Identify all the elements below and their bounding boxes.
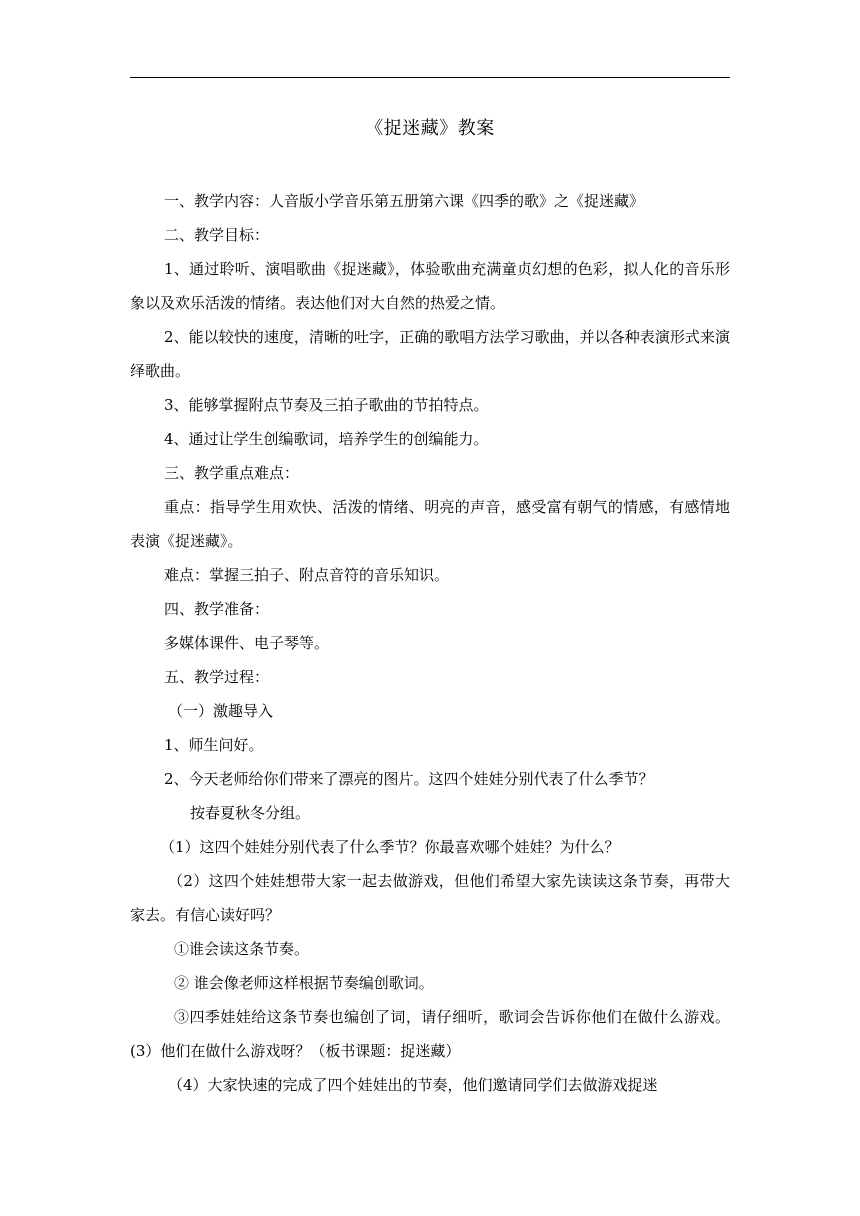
paragraph-question-1: （1）这四个娃娃分别代表了什么季节？你最喜欢哪个娃娃？为什么？: [160, 838, 620, 856]
paragraph-question-2: （2）这四个娃娃想带大家一起去做游戏，但他们希望大家先读读这条节奏，再带大家去。有信心读好吗？: [130, 872, 730, 924]
document-body: [130, 184, 730, 1102]
paragraph-objective-3: 3、能够掌握附点节奏及三拍子歌曲的节拍特点。: [164, 396, 489, 414]
paragraph-heading-preparation: 四、教学准备：: [164, 600, 270, 618]
paragraph-objective-1: 1、通过聆听、演唱歌曲《捉迷藏》，体验歌曲充满童贞幻想的色彩，拟人化的音乐形象以及欢乐活泼的情绪。表达他们对大自然的热爱之情。: [130, 260, 730, 312]
paragraph-question-4: （4）大家快速的完成了四个娃娃出的节奏，他们邀请同学们去做游戏捉迷: [168, 1076, 658, 1094]
document-title: 《捉迷藏》教案: [365, 118, 495, 139]
paragraph-key-point: 重点：指导学生用欢快、活泼的情绪、明亮的声音，感受富有朝气的情感，有感情地表演《捉迷藏》。: [130, 498, 730, 550]
paragraph-sub-3: ③四季娃娃给这条节奏也编创了词，请仔细听，歌词会告诉你他们在做什么游戏。(3）他们在做什么游戏呀？（板书课题：捉迷藏）: [130, 1008, 730, 1060]
paragraph-step-2: 2、今天老师给你们带来了漂亮的图片。这四个娃娃分别代表了什么季节？: [164, 770, 654, 788]
paragraph-objective-4: 4、通过让学生创编歌词，培养学生的创编能力。: [164, 430, 489, 448]
paragraph-preparation: 多媒体课件、电子琴等。: [164, 634, 330, 652]
header-rule: [130, 77, 730, 78]
paragraph-sub-2: ② 谁会像老师这样根据节奏编创歌词。: [174, 974, 434, 992]
paragraph-step-intro: （一）激趣导入: [168, 702, 274, 720]
paragraph-step-1: 1、师生问好。: [164, 736, 264, 754]
paragraph-heading-objectives: 二、教学目标：: [164, 226, 270, 244]
paragraph-objective-2: 2、能以较快的速度，清晰的吐字，正确的歌唱方法学习歌曲，并以各种表演形式来演绎歌曲。: [130, 328, 730, 380]
paragraph-sub-1: ①谁会读这条节奏。: [174, 940, 310, 958]
paragraph-teaching-content: 一、教学内容：人音版小学音乐第五册第六课《四季的歌》之《捉迷藏》: [164, 192, 645, 210]
paragraph-heading-process: 五、教学过程：: [164, 668, 270, 686]
paragraph-difficult-point: 难点：掌握三拍子、附点音符的音乐知识。: [164, 566, 450, 584]
paragraph-heading-key-points: 三、教学重点难点：: [164, 464, 300, 482]
paragraph-step-2-continued: 按春夏秋冬分组。: [190, 804, 311, 822]
